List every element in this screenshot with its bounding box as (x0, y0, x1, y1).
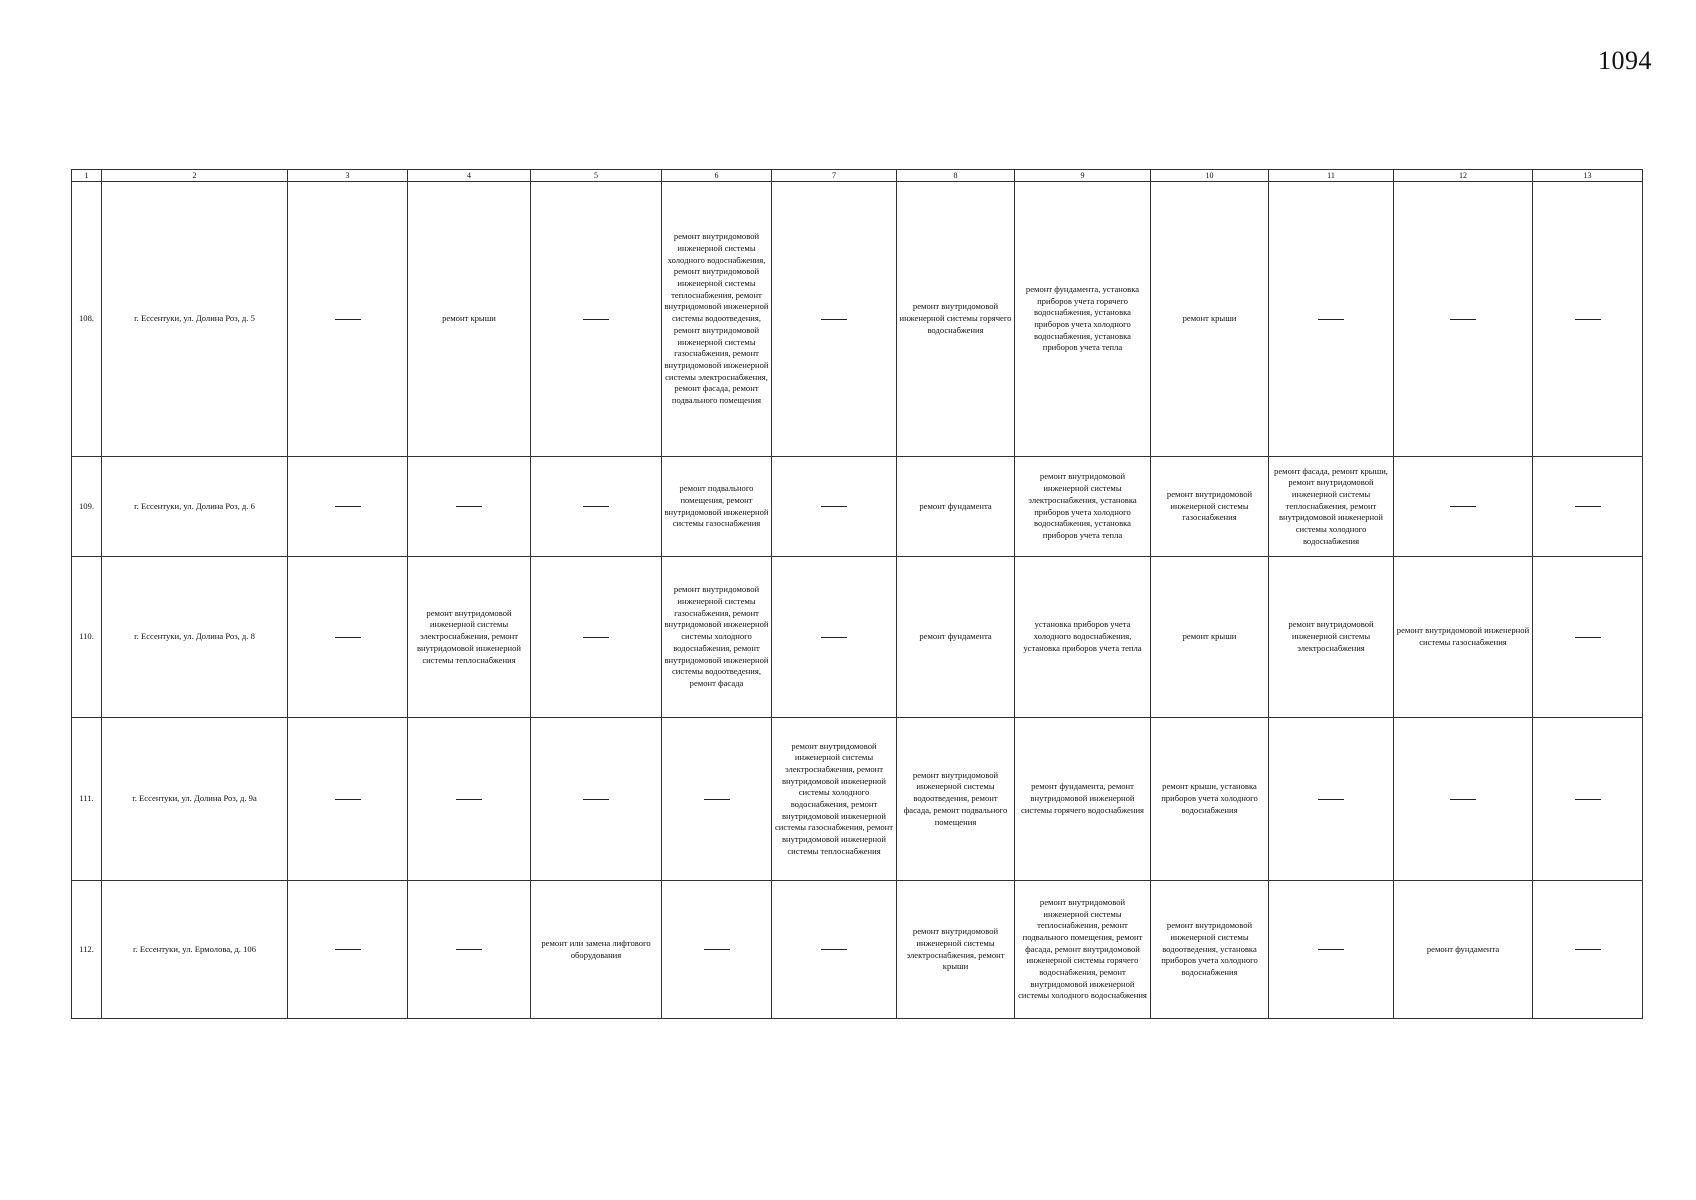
work-description: ремонт внутридомовой инженерной системы электроснабжения (1288, 619, 1374, 653)
work-description: ремонт внутридомовой инженерной системы горячего водоснабжения (899, 301, 1012, 335)
work-description: ремонт фасада, ремонт крыши, ремонт внутридомовой инженерной системы теплоснабжения, ремонт внутридомовой инженерной системы холодного водоснабжения (1274, 465, 1388, 546)
work-description: ремонт фундамента, установка приборов учета горячего водоснабжения, установка приборов учета холодного водоснабжения, установка приборов учета тепла (1025, 283, 1140, 353)
work-cell (1269, 557, 1394, 718)
work-description: ремонт внутридомовой инженерной системы электроснабжения, ремонт крыши (906, 926, 1005, 972)
work-cell (897, 457, 1015, 557)
dash-mark (821, 949, 847, 950)
column-number-cell: 8 (897, 170, 1015, 182)
dash-mark (335, 949, 361, 950)
work-description: ремонт фундамента (919, 500, 992, 511)
work-description: ремонт фундамента, ремонт внутридомовой инженерной системы горячего водоснабжения (1020, 781, 1144, 815)
address-cell: г. Ессентуки, ул. Долина Роз, д. 5 (102, 182, 288, 457)
work-cell (1015, 881, 1151, 1019)
work-description: ремонт внутридомовой инженерной системы водоотведения, установка приборов учета холодного водоснабжения (1161, 920, 1258, 978)
work-cell (662, 557, 772, 718)
row-number: 108. (72, 182, 102, 457)
work-description: ремонт фундамента (919, 631, 992, 642)
work-cell (1151, 182, 1269, 457)
work-cell (531, 881, 662, 1019)
work-cell (1151, 557, 1269, 718)
table-row (72, 182, 1643, 457)
empty-cell (662, 881, 772, 1019)
empty-cell (288, 182, 408, 457)
work-cell (1015, 557, 1151, 718)
empty-cell (1269, 718, 1394, 881)
work-cell (1015, 457, 1151, 557)
dash-mark (335, 319, 361, 320)
dash-mark (704, 949, 730, 950)
column-number-cell: 6 (662, 170, 772, 182)
empty-cell (408, 457, 531, 557)
empty-cell (1533, 881, 1643, 1019)
column-number-cell: 2 (102, 170, 288, 182)
column-number-cell: 9 (1015, 170, 1151, 182)
dash-mark (704, 799, 730, 800)
empty-cell (1394, 182, 1533, 457)
table-body (72, 170, 1643, 1019)
dash-mark (1450, 319, 1476, 320)
column-number-cell: 11 (1269, 170, 1394, 182)
empty-cell (531, 457, 662, 557)
work-cell (1151, 457, 1269, 557)
empty-cell (1533, 557, 1643, 718)
work-cell (897, 718, 1015, 881)
work-description: ремонт или замена лифтового оборудования (541, 937, 651, 960)
dash-mark (583, 799, 609, 800)
empty-cell (288, 718, 408, 881)
work-cell (1015, 182, 1151, 457)
work-cell (1015, 718, 1151, 881)
dash-mark (456, 506, 482, 507)
table-row (72, 881, 1643, 1019)
work-cell (1151, 881, 1269, 1019)
empty-cell (288, 557, 408, 718)
address-cell: г. Ессентуки, ул. Долина Роз, д. 9а (102, 718, 288, 881)
work-cell (408, 182, 531, 457)
dash-mark (1450, 506, 1476, 507)
table-row (72, 718, 1643, 881)
empty-cell (1533, 718, 1643, 881)
work-description: ремонт внутридомовой инженерной системы электроснабжения, ремонт внутридомовой инженерной системы теплоснабжения (416, 607, 522, 665)
work-description: ремонт крыши (442, 313, 496, 324)
work-description: ремонт крыши (1182, 631, 1237, 642)
page-number: 1094 (1598, 46, 1652, 75)
work-description: ремонт внутридомовой инженерной системы газоснабжения (1166, 488, 1253, 523)
dash-mark (583, 637, 609, 638)
column-number-cell: 7 (772, 170, 897, 182)
work-cell (1394, 881, 1533, 1019)
work-description: ремонт внутридомовой инженерной системы электроснабжения, установка приборов учета холодного водоснабжения, установка приборов учета тепла (1028, 471, 1137, 540)
work-description: ремонт крыши (1182, 313, 1237, 324)
table-row (72, 557, 1643, 718)
dash-mark (1575, 949, 1601, 950)
dash-mark (1575, 319, 1601, 320)
work-description: ремонт подвального помещения, ремонт внутридомовой инженерной системы газоснабжения (664, 483, 769, 529)
work-cell (408, 557, 531, 718)
empty-cell (531, 182, 662, 457)
work-cell (662, 182, 772, 457)
empty-cell (772, 881, 897, 1019)
work-cell (1394, 557, 1533, 718)
work-description: ремонт внутридомовой инженерной системы водоотведения, ремонт фасада, ремонт подвального помещения (903, 769, 1008, 827)
column-number-cell: 1 (72, 170, 102, 182)
work-description: установка приборов учета холодного водоснабжения, установка приборов учета тепла (1023, 619, 1142, 653)
dash-mark (1575, 506, 1601, 507)
empty-cell (1394, 718, 1533, 881)
empty-cell (531, 718, 662, 881)
dash-mark (821, 319, 847, 320)
dash-mark (335, 799, 361, 800)
row-number: 110. (72, 557, 102, 718)
repair-schedule-table (71, 169, 1643, 1019)
dash-mark (335, 637, 361, 638)
address-cell: г. Ессентуки, ул. Ермолова, д. 106 (102, 881, 288, 1019)
work-description: ремонт внутридомовой инженерной системы холодного водоснабжения, ремонт внутридомовой инженерной системы теплоснабжения, ремонт внутридомовой инженерной системы водоотведения, ремонт внутридомовой инженерной системы газоснабжения, ремонт внутридомовой инженерной системы электроснабжения, ремонт фасада, ремонт подвального помещения (664, 231, 769, 405)
empty-cell (772, 557, 897, 718)
empty-cell (772, 457, 897, 557)
dash-mark (583, 319, 609, 320)
column-number-row (72, 170, 1643, 182)
column-number-cell: 4 (408, 170, 531, 182)
column-number-cell: 13 (1533, 170, 1643, 182)
work-description: ремонт фундамента (1426, 943, 1500, 954)
dash-mark (821, 506, 847, 507)
column-number-cell: 12 (1394, 170, 1533, 182)
row-number: 111. (72, 718, 102, 881)
work-cell (897, 557, 1015, 718)
work-description: ремонт крыши, установка приборов учета холодного водоснабжения (1161, 781, 1258, 815)
empty-cell (1533, 182, 1643, 457)
dash-mark (1450, 799, 1476, 800)
empty-cell (408, 718, 531, 881)
empty-cell (1394, 457, 1533, 557)
dash-mark (1575, 799, 1601, 800)
work-cell (1269, 457, 1394, 557)
dash-mark (1575, 637, 1601, 638)
work-description: ремонт внутридомовой инженерной системы газоснабжения, ремонт внутридомовой инженерной системы холодного водоснабжения, ремонт внутридомовой инженерной системы водоотведения, ремонт фасада (664, 584, 769, 688)
work-cell (1151, 718, 1269, 881)
column-number-cell: 10 (1151, 170, 1269, 182)
empty-cell (662, 718, 772, 881)
dash-mark (456, 799, 482, 800)
empty-cell (408, 881, 531, 1019)
work-cell (897, 881, 1015, 1019)
empty-cell (1269, 182, 1394, 457)
table-row (72, 457, 1643, 557)
dash-mark (456, 949, 482, 950)
dash-mark (1318, 319, 1344, 320)
dash-mark (583, 506, 609, 507)
empty-cell (288, 881, 408, 1019)
dash-mark (1318, 949, 1344, 950)
dash-mark (821, 637, 847, 638)
empty-cell (772, 182, 897, 457)
row-number: 109. (72, 457, 102, 557)
dash-mark (1318, 799, 1344, 800)
row-number: 112. (72, 881, 102, 1019)
work-cell (897, 182, 1015, 457)
work-cell (662, 457, 772, 557)
work-cell (772, 718, 897, 881)
empty-cell (531, 557, 662, 718)
work-description: ремонт внутридомовой инженерной системы газоснабжения (1396, 625, 1530, 647)
work-description: ремонт внутридомовой инженерной системы теплоснабжения, ремонт подвального помещения, ремонт фасада, ремонт внутридомовой инженерной системы горячего водоснабжения, ремонт внутридомовой инженерной системы холодного водоснабжения (1018, 896, 1147, 1001)
column-number-cell: 5 (531, 170, 662, 182)
table-container (71, 169, 1642, 1019)
empty-cell (288, 457, 408, 557)
column-number-cell: 3 (288, 170, 408, 182)
address-cell: г. Ессентуки, ул. Долина Роз, д. 8 (102, 557, 288, 718)
dash-mark (335, 506, 361, 507)
address-cell: г. Ессентуки, ул. Долина Роз, д. 6 (102, 457, 288, 557)
empty-cell (1269, 881, 1394, 1019)
work-description: ремонт внутридомовой инженерной системы электроснабжения, ремонт внутридомовой инженерной системы холодного водоснабжения, ремонт внутридомовой инженерной системы газоснабжения, ремонт внутридомовой инженерной системы теплоснабжения (774, 740, 894, 856)
empty-cell (1533, 457, 1643, 557)
